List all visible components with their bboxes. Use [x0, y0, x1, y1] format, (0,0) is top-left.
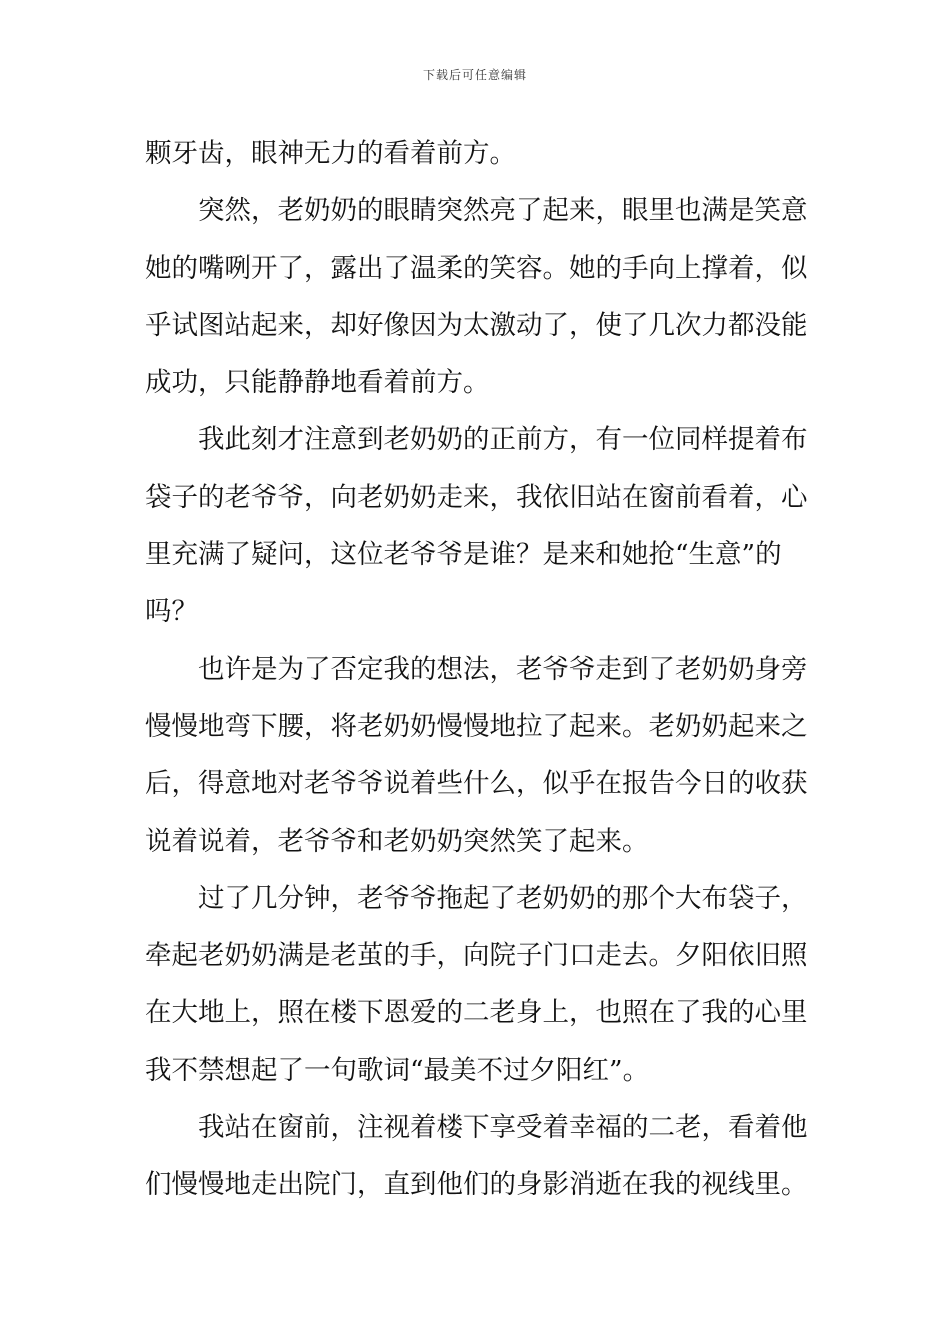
text-line: 在大地上，照在楼下恩爱的二老身上，也照在了我的心里 [145, 997, 808, 1029]
text-line: 过了几分钟，老爷爷拖起了老奶奶的那个大布袋子， [198, 882, 808, 914]
body-text [145, 125, 810, 1214]
text-line: 后，得意地对老爷爷说着些什么，似乎在报告今日的收获 [145, 768, 808, 800]
text-line: 说着说着，老爷爷和老奶奶突然笑了起来。 [145, 825, 649, 857]
text-line: 我站在窗前，注视着楼下享受着幸福的二老，看着他 [198, 1112, 808, 1144]
text-line: 里充满了疑问，这位老爷爷是谁？是来和她抢“生意”的 [145, 539, 782, 571]
page-header: 下载后可任意编辑 [422, 68, 527, 82]
text-line: 牵起老奶奶满是老茧的手，向院子门口走去。夕阳依旧照 [145, 940, 808, 972]
text-line: 我不禁想起了一句歌词“最美不过夕阳红”。 [145, 1054, 650, 1086]
text-line: 也许是为了否定我的想法，老爷爷走到了老奶奶身旁 [198, 653, 808, 685]
text-line: 我此刻才注意到老奶奶的正前方，有一位同样提着布 [198, 424, 808, 456]
text-line: 袋子的老爷爷，向老奶奶走来，我依旧站在窗前看着，心 [145, 481, 808, 513]
text-line: 突然，老奶奶的眼睛突然亮了起来，眼里也满是笑意 [198, 195, 808, 227]
text-line: 们慢慢地走出院门，直到他们的身影消逝在我的视线里。 [145, 1169, 808, 1201]
text-line: 颗牙齿，眼神无力的看着前方。 [145, 138, 516, 169]
text-line: 她的嘴咧开了，露出了温柔的笑容。她的手向上撑着，似 [145, 252, 808, 284]
text-line: 成功，只能静静地看着前方。 [145, 367, 490, 399]
text-line: 吗？ [145, 596, 198, 628]
text-line: 乎试图站起来，却好像因为太激动了，使了几次力都没能 [145, 309, 808, 341]
text-line: 慢慢地弯下腰，将老奶奶慢慢地拉了起来。老奶奶起来之 [145, 710, 808, 742]
